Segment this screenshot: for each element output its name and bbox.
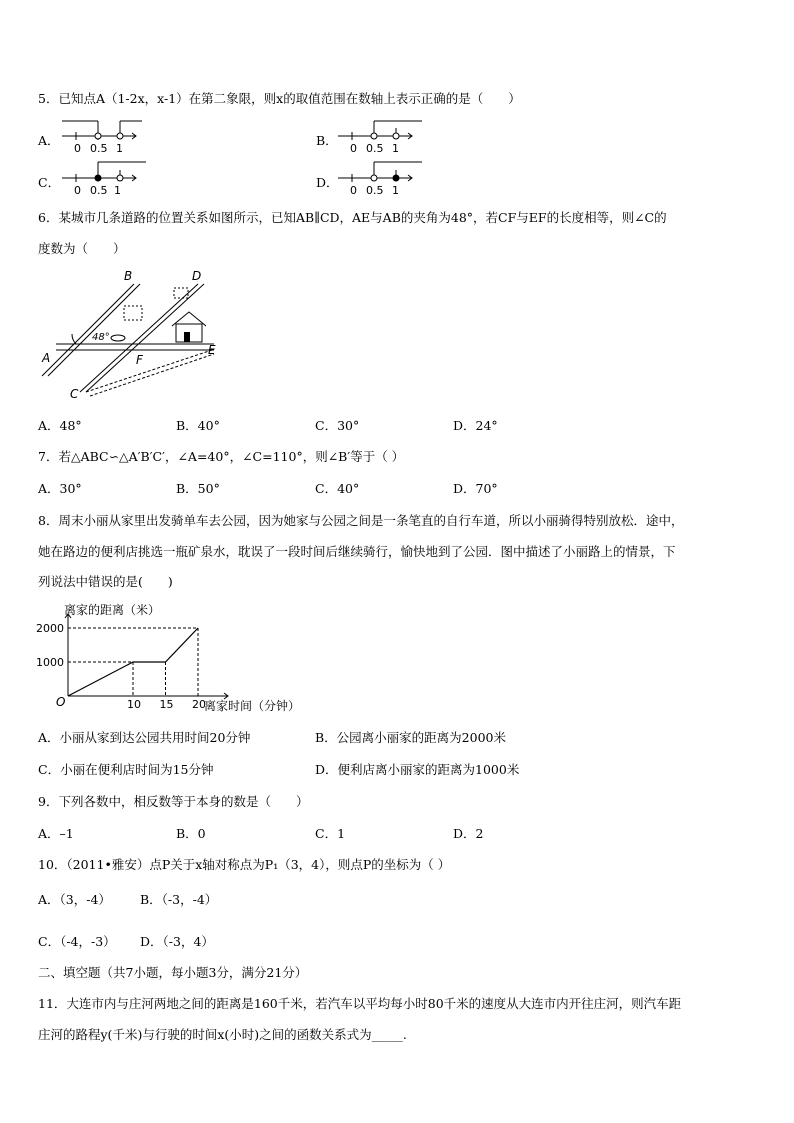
q7-option-b: B．50° [176,481,220,496]
q6-option-a: A．48° [38,418,82,433]
q9-text: 9．下列各数中，相反数等于本身的数是（ ） [38,794,309,809]
series-line [68,628,198,696]
q8-line1: 8．周末小丽从家里出发骑单车去公园，因为她家与公园之间是一条笔直的自行车道，所以小丽骑得特别放松．途中， [38,513,684,528]
q10-text: 10．（2011•雅安）点P关于x轴对称点为P₁（3，4），则点P的坐标为（ ） [38,857,451,872]
y-tick-label: 2000 [36,622,64,635]
chart-ylabel: 离家的距离（米） [64,603,161,617]
svg-text:1: 1 [392,142,399,155]
svg-text:0: 0 [74,184,81,197]
tick-0: 0 [74,142,81,155]
label-B: B [124,269,133,283]
q6-option-d: D．24° [453,418,498,433]
q10-option-d: D．（-3，4） [140,934,214,949]
q10-option-c: C．（-4，-3） [38,934,116,949]
tick-1: 1 [116,142,123,155]
y-tick-label: 1000 [36,656,64,669]
svg-text:1: 1 [392,184,399,197]
svg-text:0: 0 [350,184,357,197]
section-title: 二、填空题（共7小题，每小题3分，满分21分） [38,965,308,980]
q7-text: 7．若△ABC∽△A′B′C′，∠A=40°，∠C=110°，则∠B′等于（ ） [38,449,405,464]
x-tick-label: 10 [127,698,141,711]
label-E: E [208,343,216,357]
q9-option-d: D．2 [453,826,484,841]
q5-option-c-label: C． [38,175,61,190]
label-F: F [136,353,143,367]
q10-option-b: B．（-3，-4） [140,892,218,907]
q5-option-c-numberline [60,156,156,198]
q5-text: 5．已知点A（1-2x，x-1）在第二象限，则x的取值范围在数轴上表示正确的是（ ） [38,91,521,106]
q8-line3: 列说法中错误的是( ) [38,574,173,589]
q5-option-a-numberline [60,116,150,158]
q7-option-c: C．40° [315,481,360,496]
q5-option-d-numberline [336,156,432,198]
q6-line2: 度数为（ ） [38,241,126,256]
q8-line2: 她在路边的便利店挑选一瓶矿泉水，耽误了一段时间后继续骑行，愉快地到了公园．图中描述了小丽路上的情景，下 [38,544,676,559]
q11-line1: 11．大连市内与庄河两地之间的距离是160千米，若汽车以平均每小时80千米的速度从大连市内开往庄河，则汽车距 [38,996,682,1011]
label-A: A [42,351,51,365]
q8-option-b: B．公园离小丽家的距离为2000米 [315,730,506,745]
q10-option-a: A．（3，-4） [38,892,111,907]
q7-option-d: D．70° [453,481,498,496]
q6-line1: 6．某城市几条道路的位置关系如图所示，已知AB∥CD，AE与AB的夹角为48°，若CF与EF的长度相等，则∠C的 [38,210,667,225]
q5-option-b-label: B． [316,133,338,148]
label-C: C [70,387,79,401]
tick-0-5: 0.5 [90,142,108,155]
q6-option-c: C．30° [315,418,360,433]
q11-line2: 庄河的路程y(千米)与行驶的时间x(小时)之间的函数关系式为_____. [38,1027,407,1042]
q8-option-c: C．小丽在便利店时间为15分钟 [38,762,214,777]
x-tick-label: 15 [159,698,174,711]
svg-text:0.5: 0.5 [90,184,108,197]
q6-road-figure [36,266,236,406]
q6-option-b: B．40° [176,418,220,433]
svg-text:1: 1 [114,184,121,197]
q5-option-d-label: D． [316,175,339,190]
label-angle: 48° [92,332,110,343]
q5-option-b-numberline [336,116,426,158]
q7-option-a: A．30° [38,481,82,496]
q5-option-a-label: A． [38,133,60,148]
q9-option-b: B．0 [176,826,206,841]
q8-distance-time-chart [36,596,336,718]
x-tick-label: 20 [192,698,206,711]
label-D: D [192,269,202,283]
chart-origin: O [56,695,66,709]
q8-option-d: D．便利店离小丽家的距离为1000米 [315,762,520,777]
q8-option-a: A．小丽从家到达公园共用时间20分钟 [38,730,251,745]
chart-xlabel: 离家时间（分钟） [204,699,301,713]
svg-text:0.5: 0.5 [366,142,384,155]
q9-option-a: A．–1 [38,826,74,841]
svg-text:0.5: 0.5 [366,184,384,197]
q9-option-c: C．1 [315,826,346,841]
svg-text:0: 0 [350,142,357,155]
